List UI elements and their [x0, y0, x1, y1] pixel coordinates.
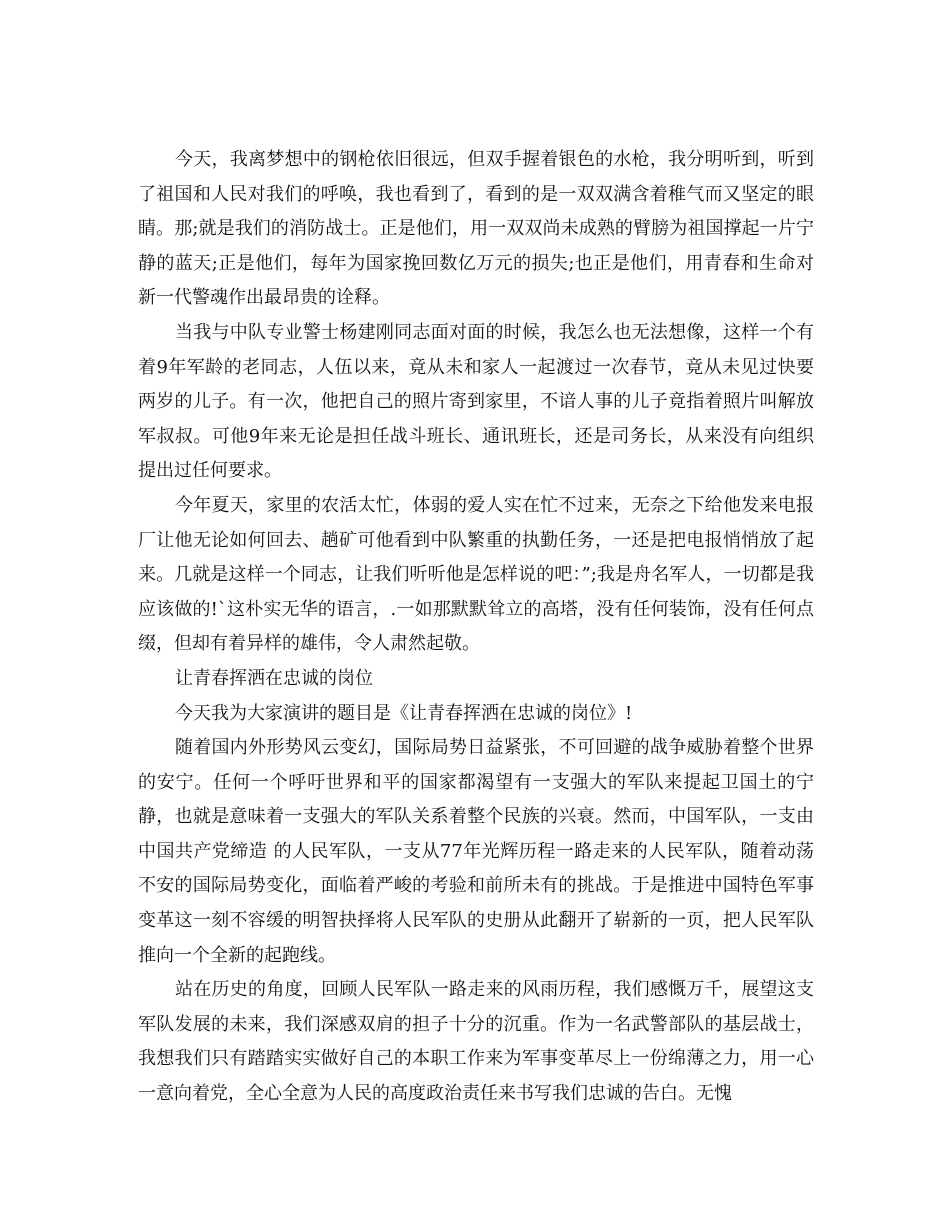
paragraph-5: 站在历史的角度，回顾人民军队一路走来的风雨历程，我们感慨万千，展望这支军队发展的未来，我们深感双肩的担子十分的沉重。作为一名武警部队的基层战士，我想我们只有踏踏实实做好自己的本职工作来为军事变革尽上一份绵薄之力，用一心一意向着党，全心全意为人民的高度政治责任来书写我们忠诚的告白。无愧 — [138, 979, 814, 1105]
paragraph-2: 当我与中队专业警士杨建刚同志面对面的时候，我怎么也无法想像，这样一个有着9年军龄的老同志，人伍以来，竟从未和家人一起渡过一次春节，竟从未见过快要两岁的儿子。有一次，他把自己的照片寄到家里，不谙人事的儿子竟指着照片叫解放军叔叔。可他9年来无论是担任战斗班长、通讯班长，还是司务长，从来没有向组织提出过任何要求。 — [138, 321, 814, 482]
section-title: 让青春挥洒在忠诚的岗位 — [175, 667, 373, 689]
document-page — [138, 143, 814, 1112]
speech-intro: 今天我为大家演讲的题目是《让青春挥洒在忠诚的岗位》! — [175, 702, 633, 724]
paragraph-1: 今天，我离梦想中的钢枪依旧很远，但双手握着银色的水枪，我分明听到，听到了祖国和人民对我们的呼唤，我也看到了，看到的是一双双满含着稚气而又坚定的眼睛。那;就是我们的消防战士。正是他们，用一双双尚未成熟的臂膀为祖国撑起一片宁静的蓝天;正是他们，每年为国家挽回数亿万元的损失;也正是他们，用青春和生命对新一代警魂作出最昂贵的诠释。 — [138, 149, 814, 309]
paragraph-4: 随着国内外形势风云变幻，国际局势日益紧张，不可回避的战争威胁着整个世界的安宁。任何一个呼吁世界和平的国家都渴望有一支强大的军队来提起卫国土的宁静，也就是意味着一支强大的军队关系着整个民族的兴衰。然而，中国军队，一支由中国共产党缔造 的人民军队，一支从77年光辉历程一路走来的人民军队，随着动荡不安的国际局势变化，面临着严峻的考验和前所未有的挑战。于是推进中国特色军事变革这一刻不容缓的明智抉择将人民军队的史册从此翻开了崭新的一页，把人民军队推向一个全新的起跑线。 — [138, 737, 814, 966]
paragraph-3: 今年夏天，家里的农活太忙，体弱的爱人实在忙不过来，无奈之下给他发来电报厂让他无论如何回去、趟矿可他看到中队繁重的执勤任务，一还是把电报悄悄放了起来。几就是这样一个同志，让我们听听他是怎样说的吧：”;我是舟名军人，一切都是我应该做的!`这朴实无华的语言，.一如那默默耸立的高塔，没有任何装饰，没有任何点缀，但却有着异样的雄伟，令人肃然起敬。 — [138, 494, 814, 655]
